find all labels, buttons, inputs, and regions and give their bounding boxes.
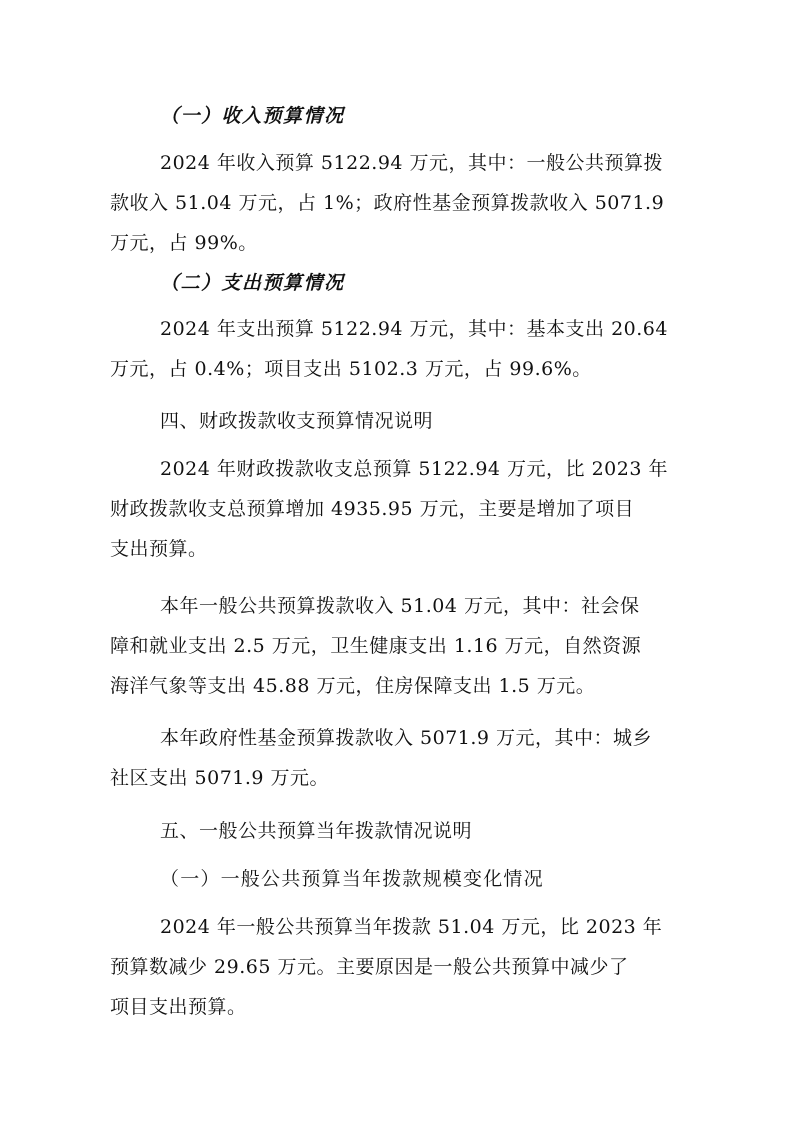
- income-budget-line-3: 万元，占 99%。: [110, 232, 258, 254]
- income-budget-line-1: 2024 年收入预算 5122.94 万元，其中：一般公共预算拨: [160, 152, 664, 174]
- section-4-p1-line-2: 财政拨款收支总预算增加 4935.95 万元，主要是增加了项目: [110, 498, 635, 520]
- expense-budget-heading: （二）支出预算情况: [160, 272, 345, 294]
- income-budget-line-2: 款收入 51.04 万元，占 1%；政府性基金预算拨款收入 5071.9: [110, 192, 665, 214]
- section-4-p2-line-2: 障和就业支出 2.5 万元，卫生健康支出 1.16 万元，自然资源: [110, 635, 642, 657]
- section-4-p2-line-3: 海洋气象等支出 45.88 万元，住房保障支出 1.5 万元。: [110, 675, 596, 697]
- section-4-p1-line-3: 支出预算。: [110, 538, 208, 560]
- expense-budget-line-2: 万元，占 0.4%；项目支出 5102.3 万元，占 99.6%。: [110, 358, 592, 380]
- section-5-p1-line-2: 预算数减少 29.65 万元。主要原因是一般公共预算中减少了: [110, 956, 629, 978]
- section-4-p1-line-1: 2024 年财政拨款收支总预算 5122.94 万元，比 2023 年: [160, 458, 668, 480]
- section-4-p3-line-1: 本年政府性基金预算拨款收入 5071.9 万元，其中：城乡: [160, 727, 653, 749]
- expense-budget-line-1: 2024 年支出预算 5122.94 万元，其中：基本支出 20.64: [160, 318, 668, 340]
- section-5-heading: 五、一般公共预算当年拨款情况说明: [160, 820, 473, 842]
- section-5-p1-line-1: 2024 年一般公共预算当年拨款 51.04 万元，比 2023 年: [160, 916, 663, 938]
- section-4-heading: 四、财政拨款收支预算情况说明: [160, 410, 434, 432]
- section-4-p3-line-2: 社区支出 5071.9 万元。: [110, 767, 330, 789]
- section-5-subheading: （一）一般公共预算当年拨款规模变化情况: [160, 868, 544, 890]
- section-4-p2-line-1: 本年一般公共预算拨款收入 51.04 万元，其中：社会保: [160, 595, 640, 617]
- income-budget-heading: （一）收入预算情况: [160, 105, 345, 127]
- section-5-p1-line-3: 项目支出预算。: [110, 996, 247, 1018]
